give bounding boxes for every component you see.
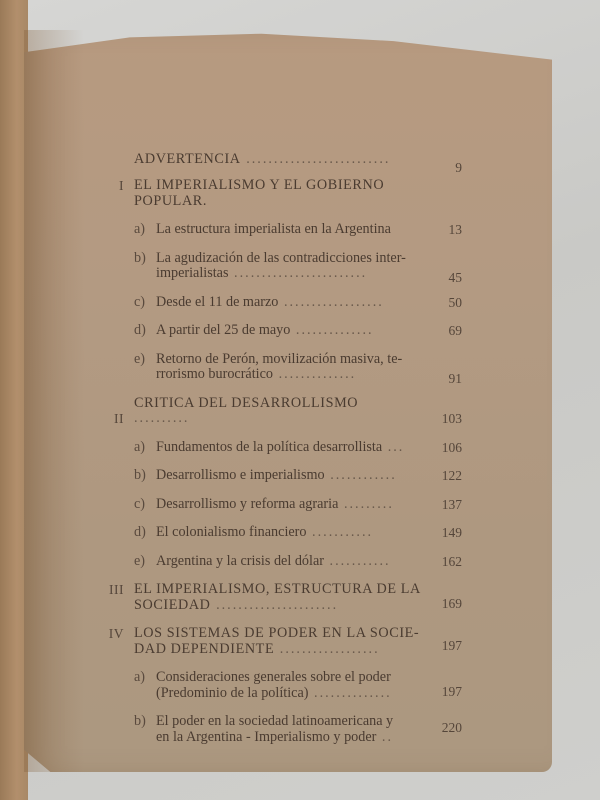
section-title-line-1: Consideraciones generales sobre el poder [156,669,391,685]
toc-chapter-4 [92,626,462,657]
toc-entry-advertencia [92,150,462,175]
leader-dots: ... [382,438,405,455]
leader-dots: ...................... [210,596,339,613]
toc-section-2d [92,525,462,541]
page-number: 9 [455,159,462,175]
page-number: 106 [441,439,462,455]
toc-chapter-2 [92,396,462,427]
section-letter: e) [134,350,146,367]
leader-dots: .......................... [240,150,391,167]
chapter-title-line-1: EL IMPERIALISMO Y EL GOBIERNO [134,177,385,193]
page-number: 169 [441,595,462,611]
page-number: 162 [441,553,462,569]
section-letter: b) [134,249,146,266]
page-number: 103 [441,411,462,426]
section-title: A partir del 25 de mayo [156,322,291,338]
section-title-line-2: (Predominio de la política) [156,684,309,701]
page-number: 149 [441,525,462,540]
page-number: 50 [448,294,462,310]
toc-section-1e [92,350,462,386]
section-title: Fundamentos de la política desarrollista [156,438,383,455]
leader-dots: ........... [306,524,374,540]
page-number: 220 [441,719,462,735]
section-title: El colonialismo financiero [156,524,307,540]
section-title: Desde el 11 de marzo [156,293,279,310]
page-number: 69 [448,323,462,338]
section-letter: a) [134,221,146,237]
section-letter: d) [134,524,146,540]
book-spine-edge [0,0,28,800]
section-letter: b) [134,713,146,729]
page-number: 91 [448,371,462,386]
chapter-title-line-2: DAD DEPENDIENTE [134,640,275,657]
toc-section-2a [92,440,462,456]
toc-section-1c [92,295,462,311]
page-number: 197 [441,683,462,699]
page-number: 45 [448,270,462,285]
chapter-title-line-2: SOCIEDAD [134,596,211,613]
toc-section-1b [92,249,462,285]
section-letter: b) [134,467,146,483]
toc-section-2c [92,497,462,513]
leader-dots: .............. [290,322,374,338]
chapter-numeral: IV [108,626,124,641]
section-title-line-1: Retorno de Perón, movilización masiva, te- [156,350,403,367]
chapter-numeral: III [109,582,124,597]
leader-dots: .................. [274,640,380,657]
section-title-line-2: imperialistas [156,265,229,281]
toc-section-2b [92,468,462,484]
toc-section-4b [92,714,462,745]
leader-dots: ........................ [228,265,368,281]
table-of-contents [92,150,462,745]
toc-chapter-3 [92,582,462,613]
section-letter: e) [134,552,146,569]
section-letter: d) [134,322,146,338]
leader-dots: .. [376,728,394,745]
section-title-line-2: rrorismo burocrático [156,366,274,382]
leader-dots: ............ [324,467,397,483]
section-letter: a) [134,669,146,685]
toc-section-2e [92,554,462,570]
chapter-title-line-1: LOS SISTEMAS DE PODER EN LA SOCIE- [134,625,420,641]
section-title: Argentina y la crisis del dólar [156,552,324,569]
leader-dots: .................. [278,293,384,310]
section-letter: a) [134,438,146,455]
section-title-line-1: La agudización de las contradicciones inter- [156,249,406,266]
section-title: La estructura imperialista en la Argentina [156,221,391,237]
page-number: 122 [441,468,462,483]
page-number: 137 [441,496,462,512]
section-title-line-1: El poder en la sociedad latinoamericana y [156,713,394,729]
chapter-title: CRITICA DEL DESARROLLISMO [134,394,359,411]
section-title: Desarrollismo y reforma agraria [156,495,339,512]
section-letter: c) [134,293,146,310]
leader-dots: .............. [273,366,357,382]
leader-dots: ........... [323,552,391,569]
chapter-title-line-2: POPULAR. [134,192,207,209]
leader-dots: .............. [308,684,392,701]
chapter-title-line-1: EL IMPERIALISMO, ESTRUCTURA DE LA [134,581,421,597]
toc-chapter-1 [92,178,462,209]
page-number: 13 [448,222,462,237]
toc-section-1a [92,222,462,238]
section-letter: c) [134,495,146,512]
page-number: 197 [441,637,462,653]
leader-dots: .......... [134,410,190,426]
chapter-numeral: I [119,178,124,193]
toc-section-4a [92,670,462,701]
section-title: Desarrollismo e imperialismo [156,467,325,483]
leader-dots: ......... [338,495,394,512]
toc-section-1d [92,323,462,339]
chapter-numeral: II [114,411,124,426]
section-title-line-2: en la Argentina - Imperialismo y poder [156,728,377,745]
entry-title: ADVERTENCIA [134,150,241,167]
